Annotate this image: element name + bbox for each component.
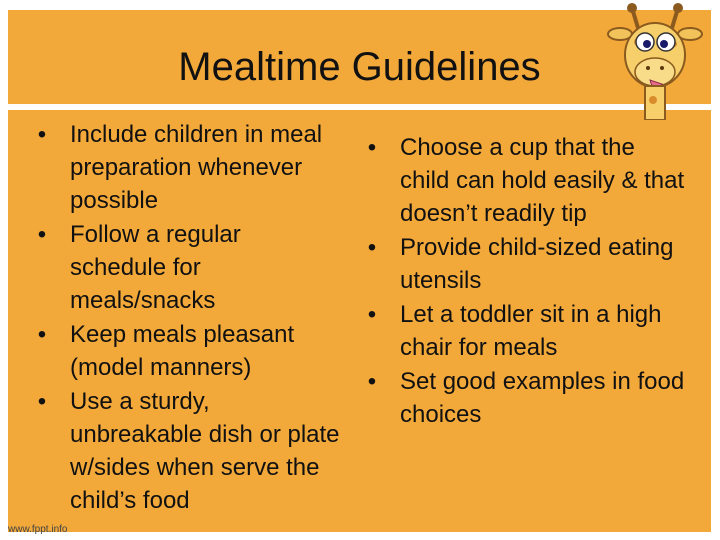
list-item bbox=[30, 218, 340, 317]
bullet-text: Keep meals pleasant (model manners) bbox=[70, 321, 295, 381]
list-item bbox=[30, 118, 340, 217]
bullet-text: Choose a cup that the child can hold easily & that doesn’t readily tip bbox=[400, 134, 685, 227]
bullet-glyph: • bbox=[37, 221, 47, 248]
bullet-text: Provide child-sized eating utensils bbox=[400, 234, 674, 294]
left-bullet-list bbox=[30, 118, 340, 518]
bullet-glyph: • bbox=[37, 121, 47, 148]
slide-title: Mealtime Guidelines bbox=[178, 45, 541, 89]
bullet-text: Follow a regular schedule for meals/snacks bbox=[70, 221, 241, 314]
list-item bbox=[360, 131, 690, 230]
bullet-glyph: • bbox=[367, 301, 377, 328]
list-item bbox=[360, 365, 690, 431]
right-bullet-list bbox=[360, 131, 690, 432]
bullet-text: Set good examples in food choices bbox=[400, 368, 685, 428]
bullet-glyph: • bbox=[367, 234, 377, 261]
bullet-glyph: • bbox=[37, 321, 47, 348]
bullet-glyph: • bbox=[367, 134, 377, 161]
list-item bbox=[30, 385, 340, 517]
watermark: www.fppt.info bbox=[8, 524, 68, 535]
bullet-glyph: • bbox=[367, 368, 377, 395]
bullet-glyph: • bbox=[37, 388, 47, 415]
bullet-text: Let a toddler sit in a high chair for meals bbox=[400, 301, 662, 361]
list-item bbox=[360, 298, 690, 364]
list-item bbox=[360, 231, 690, 297]
giraffe-icon bbox=[600, 0, 710, 120]
bullet-text: Use a sturdy, unbreakable dish or plate w/sides when serve the child’s food bbox=[70, 388, 340, 514]
bullet-text: Include children in meal preparation whenever possible bbox=[70, 121, 323, 214]
list-item bbox=[30, 318, 340, 384]
